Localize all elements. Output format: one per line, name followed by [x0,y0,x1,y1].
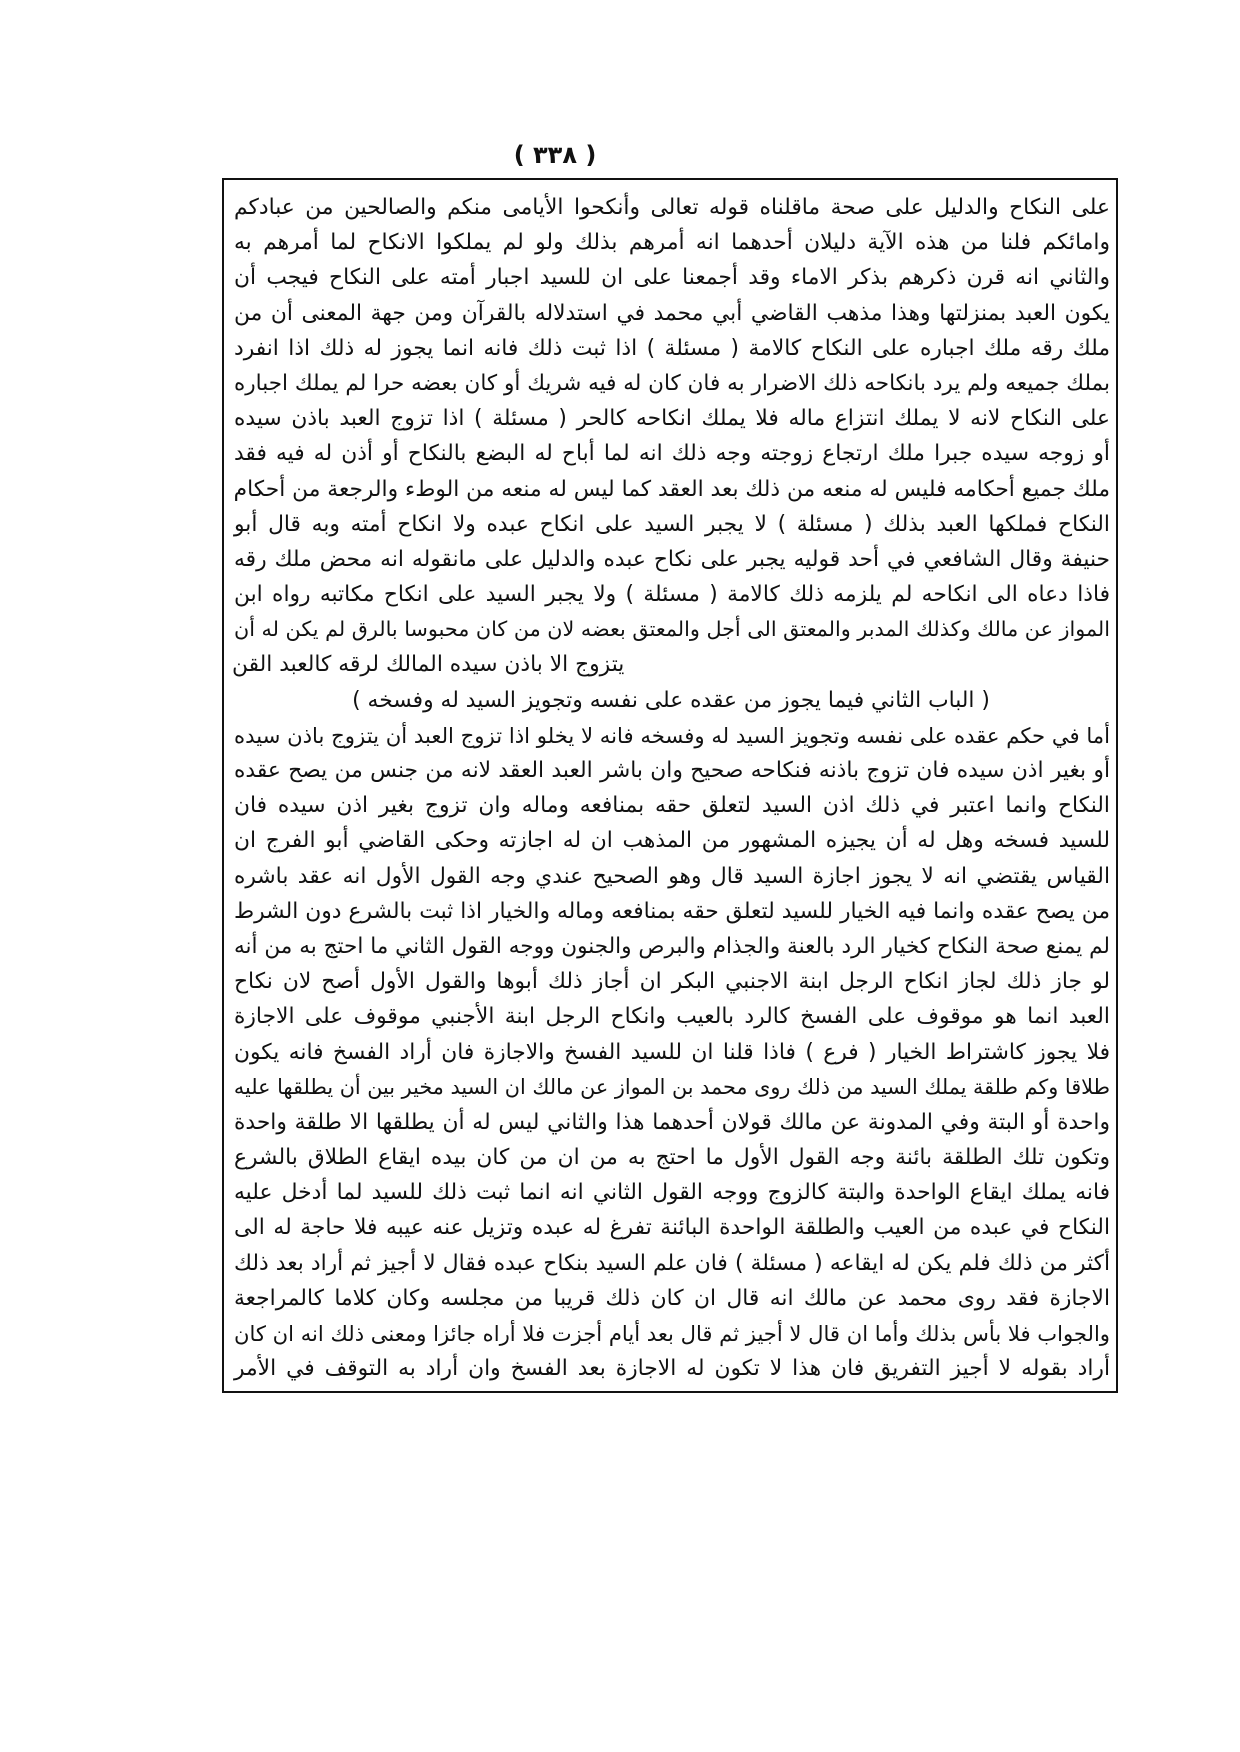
text-line [232,331,1110,366]
text-line [232,436,1110,471]
text-line-content: حنيفة وقال الشافعي في أحد قوليه يجبر على نكاح عبده والدليل على مانقوله انه محض ملك رقه [234,546,1110,572]
text-line [232,401,1110,436]
text-line [232,542,1110,577]
text-line [232,1035,1110,1070]
text-line [232,788,1110,823]
text-line [232,753,1110,788]
text-line-content: للسيد فسخه وهل له أن يجيزه المشهور من المذهب ان له اجازته وحكى القاضي أبو الفرج ان [234,828,1110,854]
text-line [232,1316,1110,1351]
text-line-content: ملك جميع أحكامه فليس له منعه من ذلك بعد العقد كما ليس له منعه من الوطء والرجعة من أحكام [233,476,1110,502]
text-line-content: طلاقا وكم طلقة يملك السيد من ذلك روى محمد بن المواز عن مالك ان السيد مخير بين أن يطلقها عليه [233,1074,1110,1099]
text-line [232,1210,1110,1245]
text-line [232,612,1110,647]
text-line-content: أكثر من ذلك فلم يكن له ايقاعه ( مسئلة ) فان علم السيد بنكاح عبده فقال لا أجيز ثم أراد بعد ذلك [234,1250,1110,1276]
text-line [232,1175,1110,1210]
text-line-content: والثاني انه قرن ذكرهم بذكر الاماء وقد أجمعنا على ان للسيد اجبار أمته على النكاح فيجب أن [234,265,1110,291]
text-line [232,472,1110,507]
text-line-content: على النكاح لانه لا يملك انتزاع ماله فلا يملك انكاحه كالحر ( مسئلة ) اذا تزوج العبد باذن سيده [234,406,1110,432]
text-line [232,577,1110,612]
text-line [232,894,1110,929]
text-line [232,964,1110,999]
text-line-content: النكاح فملكها العبد بذلك ( مسئلة ) لا يجبر السيد على انكاح عبده ولا انكاح أمته وبه قال أبو [234,511,1110,537]
text-line [232,859,1110,894]
text-line [232,999,1110,1034]
text-line-content: على النكاح والدليل على صحة ماقلناه قوله تعالى وأنكحوا الأيامى منكم والصالحين من عبادكم [234,195,1110,220]
text-line [232,260,1110,295]
text-line [232,1281,1110,1316]
text-line [232,823,1110,858]
text-line-content: المواز عن مالك وكذلك المدبر والمعتق الى أجل والمعتق بعضه لان من كان محبوسا بالرق لم يكن له أن [234,617,1110,642]
text-line-content: بملك جميعه ولم يرد بانكاحه ذلك الاضرار به فان كان له فيه شريك أو كان بعضه حرا لم يملك اجباره [234,370,1110,396]
text-line-content: فاذا دعاه الى انكاحه لم يلزمه ذلك كالامة ( مسئلة ) ولا يجبر السيد على انكاح مكاتبه رواه ابن [234,582,1110,608]
text-line-content: لو جاز ذلك لجاز انكاح الرجل ابنة الاجنبي البكر ان أجاز ذلك أبوها والقول الأول أصح لان نكاح [234,969,1110,995]
text-line-content: وامائكم فلنا من هذه الآية دليلان أحدهما انه أمرهم بذلك ولو لم يملكوا الانكاح لما أمرهم به [234,230,1110,256]
text-line-content: وتكون تلك الطلقة بائنة وجه القول الأول ما احتج به من ان من كان بيده ايقاع الطلاق بالشرع [234,1145,1110,1171]
text-line [232,1246,1110,1281]
text-line [232,1070,1110,1105]
text-line [232,225,1110,260]
text-line-content: فانه يملك ايقاع الواحدة والبتة كالزوج ووجه القول الثاني انه انما ثبت ذلك للسيد لما أدخل عليه [234,1180,1110,1206]
text-line [232,366,1110,401]
text-line-content: الاجازة فقد روى محمد عن مالك انه قال ان كان ذلك قريبا من مجلسه وكان كلاما كالمراجعة [234,1285,1110,1311]
paragraph-last-line [232,647,1110,682]
text-line-content: القياس يقتضي انه لا يجوز اجازة السيد قال وهو الصحيح عندي وجه القول الأول انه عقد باشره [234,863,1110,889]
text-line-content: لم يمنع صحة النكاح كخيار الرد بالعنة والجذام والبرص والجنون ووجه القول الثاني ما احتج به من أنه [234,933,1110,959]
text-line-content: أما في حكم عقده على نفسه وتجويز السيد له وفسخه فانه لا يخلو اذا تزوج العبد أن يتزوج باذن سيده [234,722,1110,748]
text-line [232,190,1110,225]
text-line-content: يتزوج الا باذن سيده المالك لرقه كالعبد القن [232,652,625,678]
text-line-content: ملك رقه ملك اجباره على النكاح كالامة ( مسئلة ) اذا ثبت ذلك فانه انما يجوز له ذلك اذا انفرد [234,335,1110,361]
text-line-content: فلا يجوز كاشتراط الخيار ( فرع ) فاذا قلنا ان للسيد الفسخ والاجازة فان أراد الفسخ فانه يكون [234,1039,1110,1065]
text-line-content: أو زوجه سيده جبرا ملك ارتجاع زوجته وجه ذلك انه لما أباح له البضع بالنكاح أو أذن له فيه فقد [234,441,1110,467]
text-line-content: يكون العبد بمنزلتها وهذا مذهب القاضي أبي محمد في استدلاله بالقرآن ومن جهة المعنى أن من [234,300,1110,326]
chapter-heading-line [232,683,1110,718]
text-line [232,1140,1110,1175]
text-line-content: أو بغير اذن سيده فان تزوج باذنه فنكاحه صحيح وان باشر العبد العقد لانه من جنس من يصح عقده [234,758,1110,783]
page-number: ( ٣٣٨ ) [513,141,597,169]
text-line-content: من يصح عقده وانما فيه الخيار للسيد لتعلق حقه بمنافعه وماله والخيار اذا ثبت بالشرع دون الشرط [234,898,1110,924]
text-line [232,1105,1110,1140]
chapter-heading: ( الباب الثاني فيما يجوز من عقده على نفسه وتجويز السيد له وفسخه ) [352,687,990,713]
text-line-content: والجواب فلا بأس بذلك وأما ان قال لا أجيز ثم قال بعد أيام أجزت فلا أراه جائزا ومعنى ذلك انه ان كان [234,1321,1110,1346]
text-line-content: النكاح في عبده من العيب والطلقة الواحدة البائنة تفرغ له عبده وتزيل عنه عيبه فلا حاجة له الى [234,1215,1110,1241]
page-text-body [232,190,1110,1386]
text-line-content: النكاح وانما اعتبر في ذلك اذن السيد لتعلق حقه بمنافعه وماله وان تزوج بغير اذن سيده فان [234,793,1110,819]
text-line-content: واحدة أو البتة وفي المدونة عن مالك قولان أحدهما هذا والثاني ليس له أن يطلقها الا طلقة واحدة [234,1109,1110,1135]
text-line [232,296,1110,331]
text-line-content: أراد بقوله لا أجيز التفريق فان هذا لا تكون له الاجازة بعد الفسخ وان أراد به التوقف في الأمر [234,1356,1110,1382]
text-line [232,929,1110,964]
text-line [232,1351,1110,1386]
text-line [232,507,1110,542]
text-line [232,718,1110,753]
text-line-content: العبد انما هو موقوف على الفسخ كالرد بالعيب وانكاح الرجل ابنة الأجنبي موقوف على الاجازة [234,1004,1110,1030]
